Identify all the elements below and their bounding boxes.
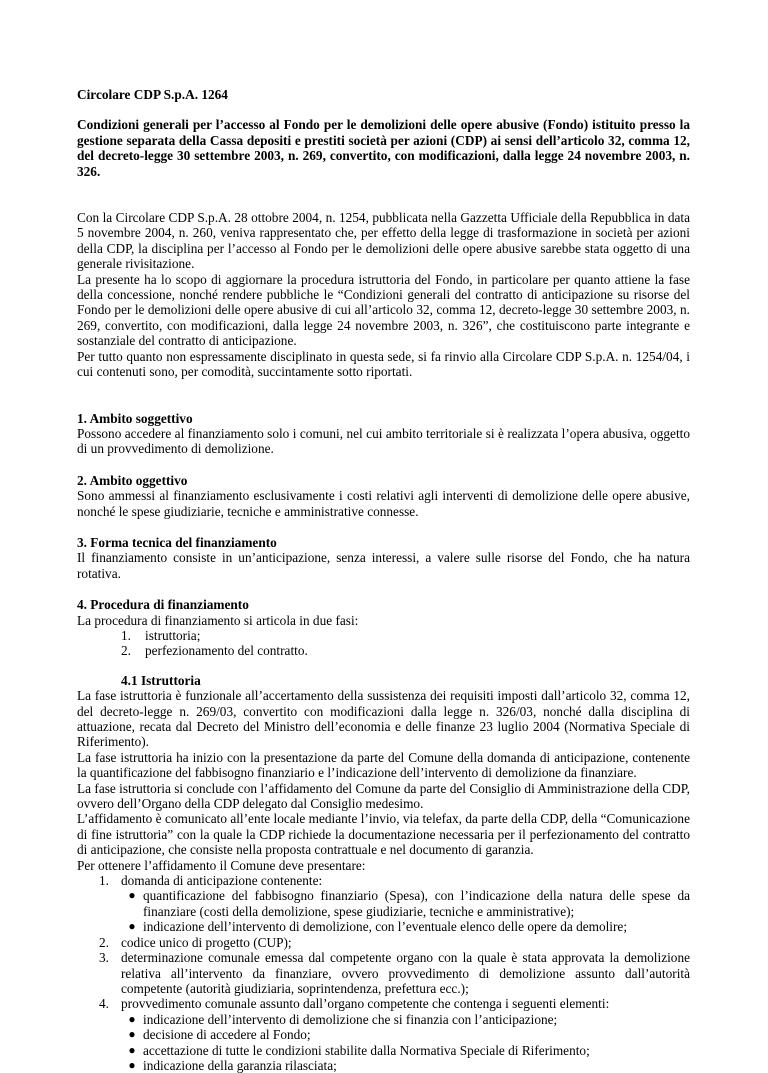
section-text: Il finanziamento consiste in un’anticipazione, senza interessi, a valere sulle risorse del Fondo, che ha natura rotativa. — [77, 550, 690, 581]
bullet-item — [121, 919, 690, 934]
list-number: 1. — [121, 627, 131, 643]
list-item — [77, 996, 690, 1073]
intro-paragraph: La presente ha lo scopo di aggiornare la procedura istruttoria del Fondo, in particolare per quanto attiene la fase della concessione, nonché rendere pubbliche le “Condizioni generali del contratto di anticipazione su risorse del Fondo per le demolizioni delle opere abusive di cui all’articolo 32, comma 12, decreto-legge 30 settembre 2003, n. 269, convertito, con modificazioni, dalla legge 24 novembre 2003, n. 326”, che costituiscono parte integrante e sostanziale del contratto di anticipazione. — [77, 271, 690, 349]
bullet-item — [121, 1043, 690, 1058]
bullet-item — [121, 888, 690, 919]
section-text: Possono accedere al finanziamento solo i comuni, nel cui ambito territoriale si è realizzata l’opera abusiva, oggetto di un provvedimento di demolizione. — [77, 425, 690, 457]
list-number: 2. — [99, 934, 109, 950]
section-heading: 3. Forma tecnica del finanziamento — [77, 534, 277, 550]
section-text: La fase istruttoria è funzionale all’accertamento della sussistenza dei requisiti imposti dall’articolo 32, comma 12, del decreto-legge n. 269/03, convertito con modificazioni dalla legge n. 326/03, nonché dalla disciplina di attuazione, recata dal Decreto del Ministro dell’economia e delle finanze 23 luglio 2004 (Normativa Speciale di Riferimento). — [77, 688, 690, 750]
list-item — [77, 950, 690, 996]
bullet-list — [121, 888, 690, 934]
bullet-text: quantificazione del fabbisogno finanziario (Spesa), con l’indicazione della natura delle spese da finanziare (costi della demolizione, spese giudiziarie, tecniche e amministrative); — [143, 888, 690, 919]
bullet-icon: ● — [128, 1011, 136, 1026]
list-item-text: determinazione comunale emessa dal competente organo con la quale è stata approvata la demolizione relativa all’intervento da finanziare, ovvero provvedimento di demolizione assunto dall’autorità competente (autorità giudiziaria, soprintendenza, prefettura ecc.); — [121, 950, 690, 996]
bullet-item — [121, 1012, 690, 1027]
bullet-icon: ● — [128, 888, 136, 903]
bullet-text: indicazione della garanzia rilasciata; — [143, 1057, 337, 1073]
bullet-item — [121, 1027, 690, 1042]
list-item-text: istruttoria; — [145, 627, 201, 643]
bullet-icon: ● — [128, 919, 136, 934]
bullet-text: indicazione dell’intervento di demolizione, con l’eventuale elenco delle opere da demolire; — [143, 919, 628, 935]
list-item — [77, 643, 690, 658]
section-text: L’affidamento è comunicato all’ente locale mediante l’invio, via telefax, da parte della CDP, della “Comunicazione di fine istruttoria” con la quale la CDP richiede la documentazione necessaria per il perfezionamento del contratto di anticipazione, che consiste nella proposta contrattuale e nel documento di garanzia. — [77, 811, 690, 858]
section-heading: 1. Ambito soggettivo — [77, 410, 193, 426]
section-ambito-soggettivo — [77, 411, 690, 457]
section-heading: 2. Ambito oggettivo — [77, 472, 188, 488]
document-title: Circolare CDP S.p.A. 1264 — [77, 87, 228, 102]
bullet-text: indicazione dell’intervento di demolizione che si finanzia con l’anticipazione; — [143, 1011, 558, 1027]
bullet-text: accettazione di tutte le condizioni stabilite dalla Normativa Speciale di Riferimento; — [143, 1042, 590, 1058]
section-text: La procedura di finanziamento si articola in due fasi: — [77, 612, 359, 628]
bullet-list — [121, 1012, 690, 1073]
section-procedura — [77, 597, 690, 659]
document-subtitle: Condizioni generali per l’accesso al Fondo per le demolizioni delle opere abusive (Fondo) istituito presso la gestione separata della Cassa depositi e prestiti società per azioni (CDP) ai sensi dell’articolo 32, comma 12, del decreto-legge 30 settembre 2003, n. 269, convertito, con modificazioni, dalla legge 24 novembre 2003, n. 326. — [77, 117, 690, 179]
intro-section — [77, 210, 690, 379]
list-number: 3. — [99, 950, 109, 966]
intro-paragraph: Con la Circolare CDP S.p.A. 28 ottobre 2004, n. 1254, pubblicata nella Gazzetta Ufficiale della Repubblica in data 5 novembre 2004, n. 260, veniva rappresentato che, per effetto della legge di trasformazione in società per azioni della CDP, la disciplina per l’accesso al Fondo per le demolizioni delle opere abusive sarebbe stata oggetto di una generale rivisitazione. — [77, 210, 690, 272]
section-forma-tecnica — [77, 535, 690, 581]
intro-paragraph: Per tutto quanto non espressamente disciplinato in questa sede, si fa rinvio alla Circolare CDP S.p.A. n. 1254/04, i cui contenuti sono, per comodità, succintamente sotto riportati. — [77, 348, 690, 380]
section-text: La fase istruttoria si conclude con l’affidamento del Comune da parte del Consiglio di Amministrazione della CDP, ovvero dell’Organo della CDP delegato dal Consiglio medesimo. — [77, 780, 690, 812]
list-item-text: provvedimento comunale assunto dall’organo competente che contenga i seguenti elementi: — [121, 996, 610, 1012]
bullet-item — [121, 1058, 690, 1073]
list-item — [77, 628, 690, 643]
section-ambito-oggettivo — [77, 473, 690, 519]
list-number: 4. — [99, 996, 109, 1012]
section-text: Per ottenere l’affidamento il Comune deve presentare: — [77, 857, 366, 873]
list-item-text: codice unico di progetto (CUP); — [121, 934, 292, 950]
list-number: 1. — [99, 873, 109, 889]
section-heading: 4. Procedura di finanziamento — [77, 597, 249, 613]
bullet-icon: ● — [128, 1027, 136, 1042]
procedure-steps-list — [77, 628, 690, 659]
list-item-text: perfezionamento del contratto. — [145, 643, 308, 659]
bullet-icon: ● — [128, 1042, 136, 1057]
requirements-list — [77, 873, 690, 1073]
subsection-heading: 4.1 Istruttoria — [121, 672, 201, 688]
bullet-text: decisione di accedere al Fondo; — [143, 1027, 311, 1043]
section-text: Sono ammessi al finanziamento esclusivamente i costi relativi agli interventi di demolizione delle opere abusive, nonché le spese giudiziarie, tecniche e amministrative connesse. — [77, 488, 690, 519]
list-number: 2. — [121, 643, 131, 659]
section-text: La fase istruttoria ha inizio con la presentazione da parte del Comune della domanda di anticipazione, contenente la quantificazione del fabbisogno finanziario e l’indicazione dell’intervento di demolizione da finanziare. — [77, 749, 690, 781]
list-item — [77, 935, 690, 950]
subsection-istruttoria — [77, 673, 690, 1073]
bullet-icon: ● — [128, 1057, 136, 1072]
list-item — [77, 873, 690, 935]
list-item-text: domanda di anticipazione contenente: — [121, 873, 323, 889]
